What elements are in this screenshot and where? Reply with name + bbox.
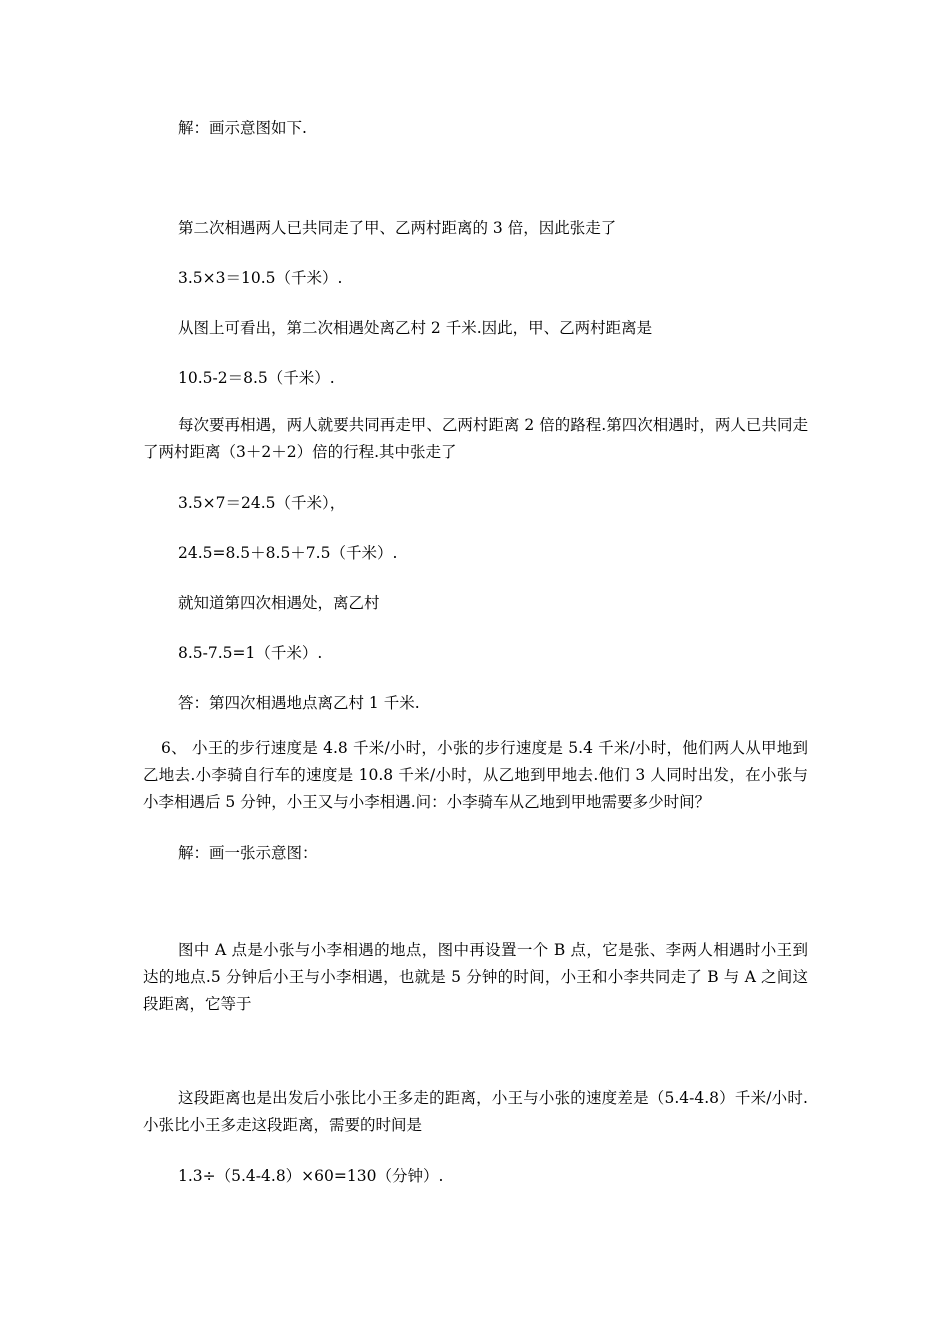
- question-6-paragraph: 6、 小王的步行速度是 4.8 千米/小时，小张的步行速度是 5.4 千米/小时，他们两人从甲地到乙地去.小李骑自行车的速度是 10.8 千米/小时，从乙地到甲地去.他们 3 人同时出发，在小张与小李相遇后 5 分钟，小王又与小李相遇.问：小李骑车从乙地到甲地需要多少时间？: [143, 739, 808, 811]
- equation-line: 1.3÷（5.4-4.8）×60=130（分钟）.: [178, 1167, 444, 1185]
- paragraph: 图中 A 点是小张与小李相遇的地点，图中再设置一个 B 点，它是张、李两人相遇时小王到达的地点.5 分钟后小王与小李相遇，也就是 5 分钟的时间，小王和小李共同走了 B 与 A 之间这段距离，它等于: [143, 941, 808, 1013]
- paragraph: 每次要再相遇，两人就要共同再走甲、乙两村距离 2 倍的路程.第四次相遇时，两人已共同走了两村距离（3＋2＋2）倍的行程.其中张走了: [143, 416, 808, 461]
- text-line: 第二次相遇两人已共同走了甲、乙两村距离的 3 倍，因此张走了: [178, 219, 617, 237]
- paragraph: 这段距离也是出发后小张比小王多走的距离，小王与小张的速度差是（5.4-4.8）千米/小时.小张比小王多走这段距离，需要的时间是: [143, 1089, 808, 1134]
- answer-line: 答：第四次相遇地点离乙村 1 千米.: [178, 694, 420, 712]
- equation-line: 3.5×3＝10.5（千米）.: [178, 269, 343, 287]
- equation-line: 8.5-7.5=1（千米）.: [178, 644, 323, 662]
- solution-intro-line: 解：画示意图如下.: [178, 119, 307, 137]
- solution-intro-line: 解：画一张示意图：: [178, 844, 318, 862]
- equation-line: 3.5×7＝24.5（千米），: [178, 494, 346, 512]
- equation-line: 24.5=8.5＋8.5＋7.5（千米）.: [178, 544, 398, 562]
- text-line: 就知道第四次相遇处，离乙村: [178, 594, 380, 612]
- equation-line: 10.5-2＝8.5（千米）.: [178, 369, 335, 387]
- text-line: 从图上可看出，第二次相遇处离乙村 2 千米.因此，甲、乙两村距离是: [178, 319, 653, 337]
